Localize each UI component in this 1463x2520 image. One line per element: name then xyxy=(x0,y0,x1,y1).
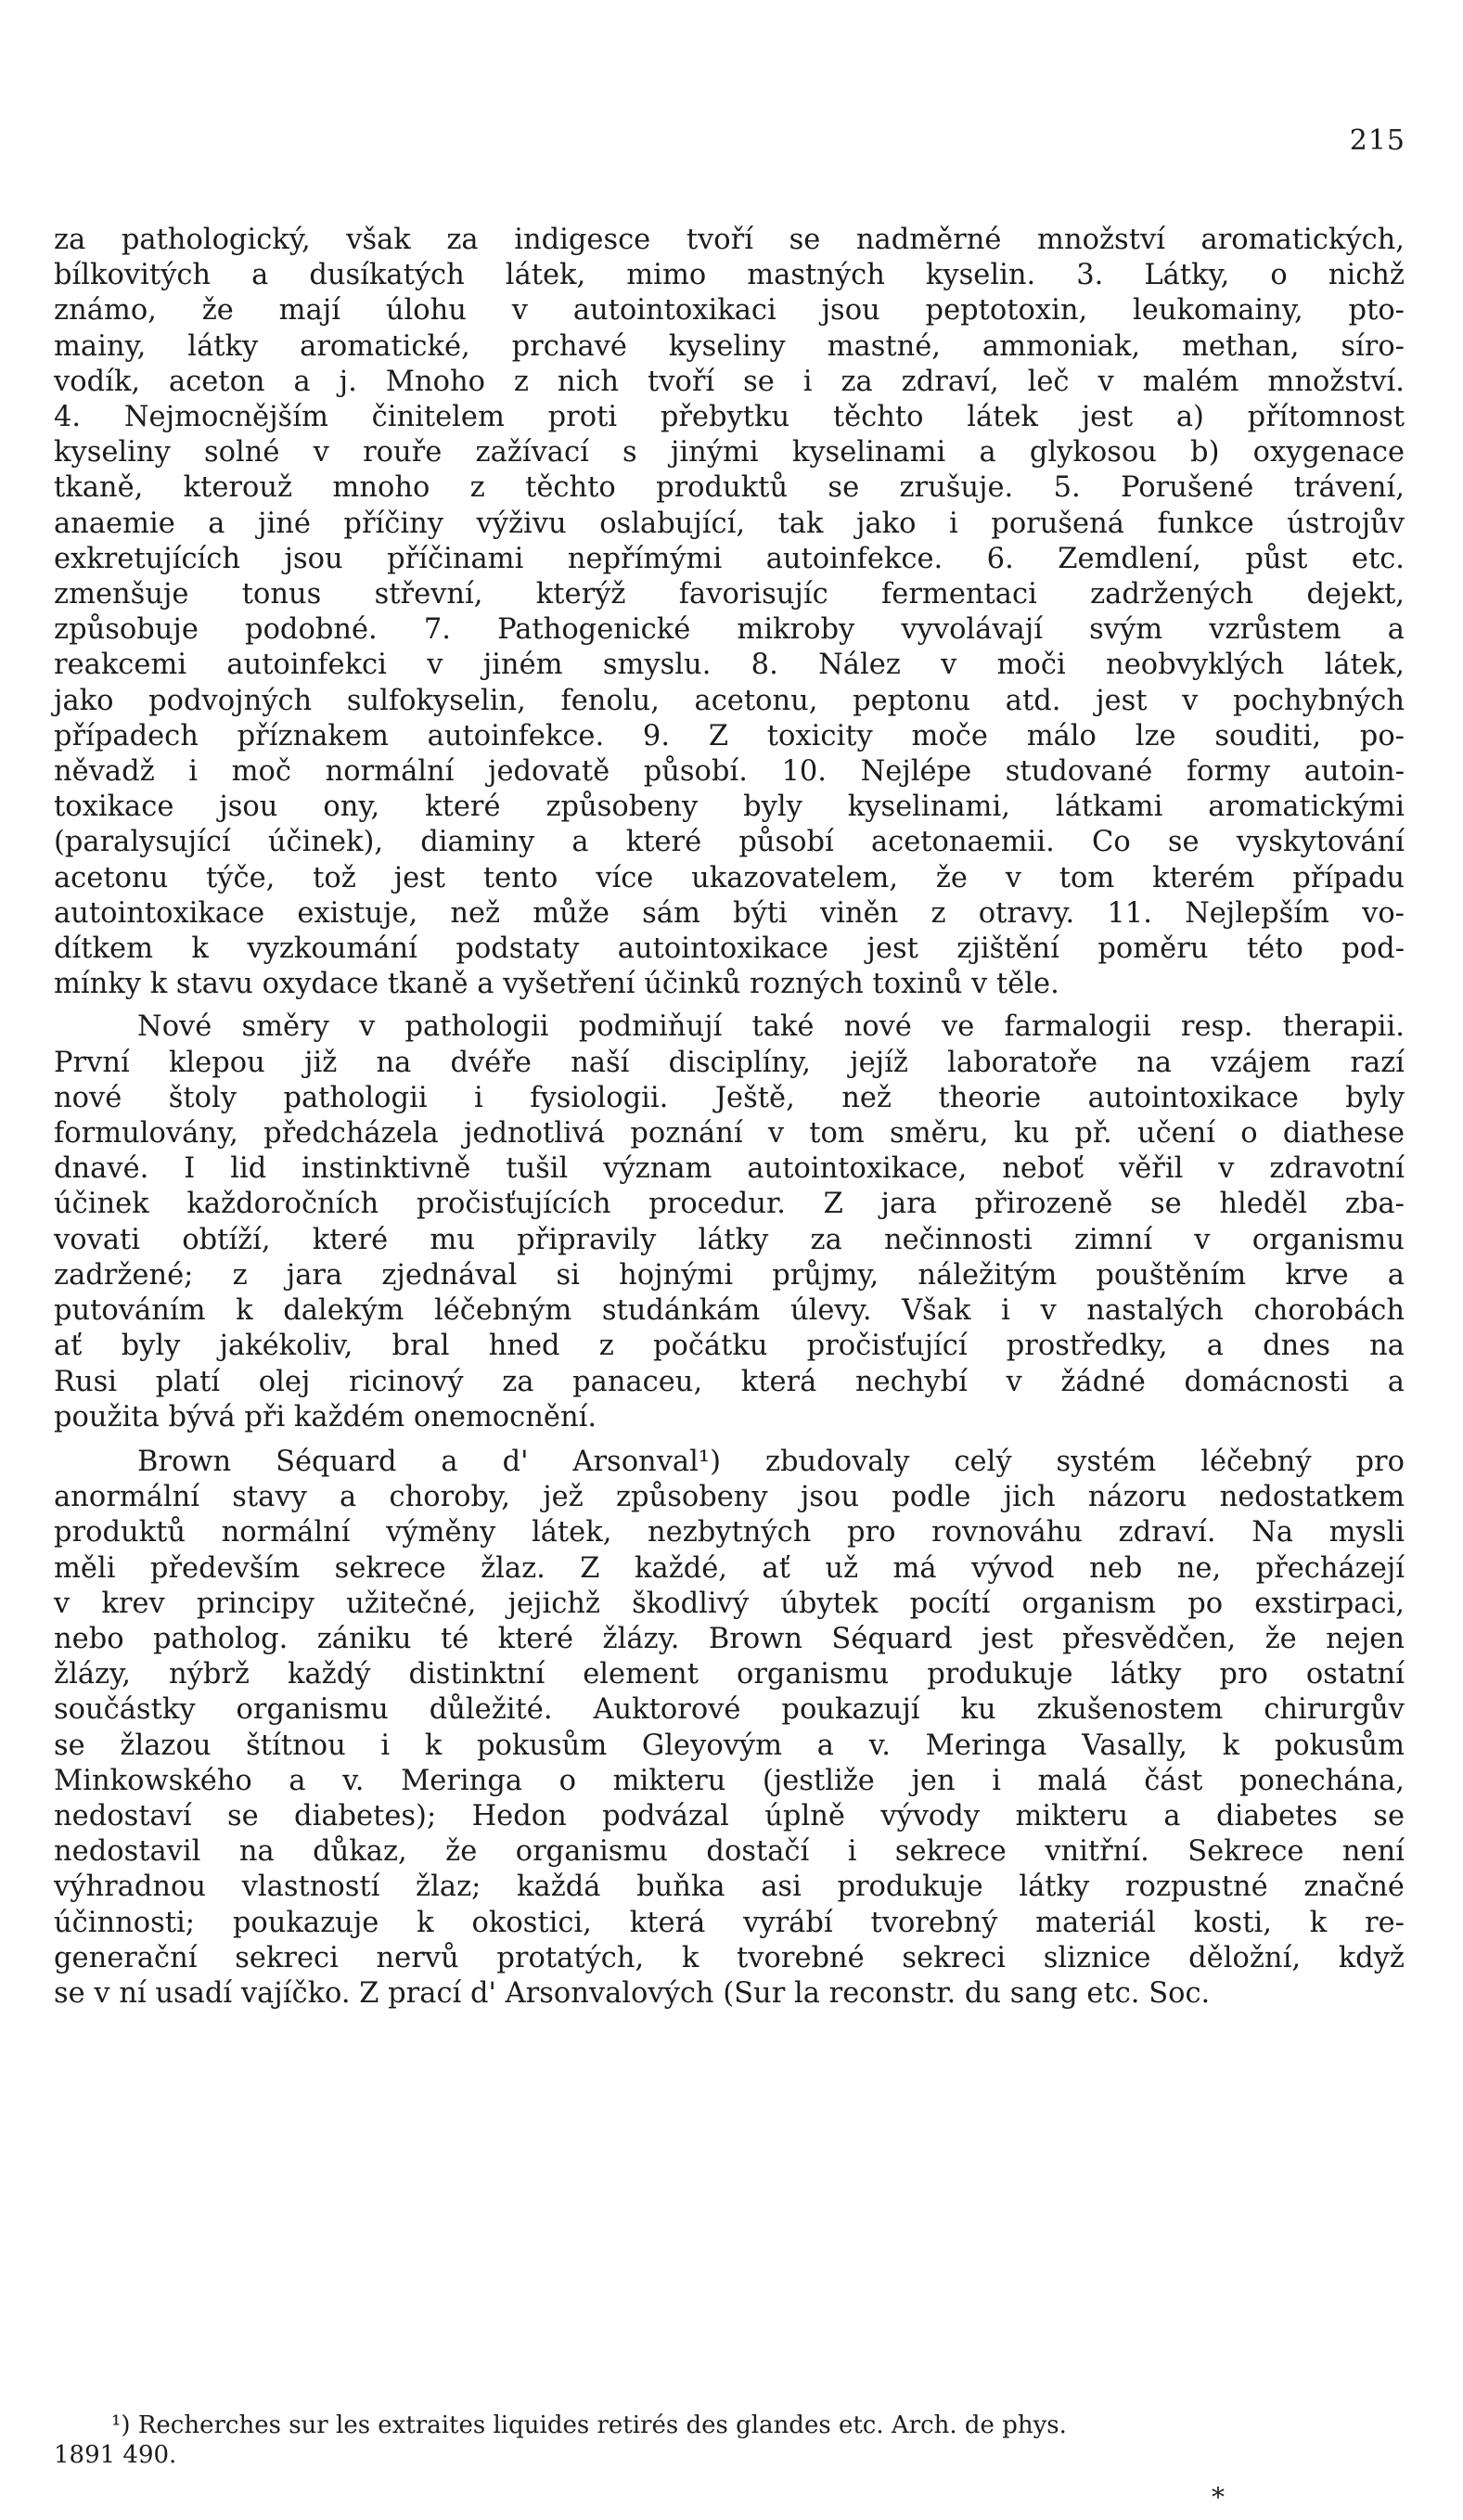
text-line: účinek každoročních pročisťujících procedur. Z jara přirozeně se hleděl zba- xyxy=(54,1188,1405,1221)
text-line: jako podvojných sulfokyselin, fenolu, acetonu, peptonu atd. jest v pochybných xyxy=(54,684,1405,717)
signature-mark: * xyxy=(1212,2482,1225,2513)
text-line: mainy, látky aromatické, prchavé kyseliny mastné, ammoniak, methan, síro- xyxy=(54,329,1405,363)
text-line: produktů normální výměny látek, nezbytných pro rovnováhu zdraví. Na mysli xyxy=(54,1516,1405,1549)
text-line: exkretujících jsou příčinami nepřímými autoinfekce. 6. Zemdlení, půst etc. xyxy=(54,542,1405,575)
text-line: Nové směry v pathologii podmiňují také nové ve farmalogii resp. therapii. xyxy=(137,1010,1405,1044)
text-line: putováním k dalekým léčebným studánkám úlevy. Však i v nastalých chorobách xyxy=(54,1294,1405,1328)
text-line: se v ní usadí vajíčko. Z prací d' Arsonvalových (Sur la reconstr. du sang etc. Soc. xyxy=(54,1976,1211,2010)
text-line: První klepou již na dvéře naší disciplíny, jejíž laboratoře na vzájem razí xyxy=(54,1046,1405,1079)
paragraph-2 xyxy=(54,1009,1405,1434)
text-line: se žlazou štítnou i k pokusům Gleyovým a v. Meringa Vasally, k pokusům xyxy=(54,1729,1405,1762)
text-line: bílkovitých a dusíkatých látek, mimo mastných kyselin. 3. Látky, o nichž xyxy=(54,259,1405,292)
text-line: mínky k stavu oxydace tkaně a vyšetření účinků rozných toxinů v těle. xyxy=(54,968,1059,1001)
body-text xyxy=(54,223,1405,2012)
text-line: případech příznakem autoinfekce. 9. Z toxicity moče málo lze souditi, po- xyxy=(54,719,1405,752)
text-line: nedostaví se diabetes); Hedon podvázal úplně vývody mikteru a diabetes se xyxy=(54,1799,1405,1832)
text-line: Rusi platí olej ricinový za panaceu, která nechybí v žádné domácnosti a xyxy=(54,1365,1405,1398)
footnote-line-1: ¹) Recherches sur les extraites liquides retirés des glandes etc. Arch. de phys. xyxy=(111,2411,1067,2439)
text-line: generační sekreci nervů protatých, k tvorebné sekreci sliznice děložní, když xyxy=(54,1941,1405,1974)
text-line: použita bývá při každém onemocnění. xyxy=(54,1400,597,1434)
page-number: 215 xyxy=(1349,124,1405,157)
text-line: nedostavil na důkaz, že organismu dostačí i sekrece vnitřní. Sekrece není xyxy=(54,1835,1405,1869)
text-line: nové štoly pathologii i fysiologii. Ještě, než theorie autointoxikace byly xyxy=(54,1081,1405,1114)
text-line: acetonu týče, tož jest tento více ukazovatelem, že v tom kterém případu xyxy=(54,861,1405,894)
text-line: součástky organismu důležité. Auktorové poukazují ku zkušenostem chirurgův xyxy=(54,1693,1405,1727)
text-line: způsobuje podobné. 7. Pathogenické mikroby vyvolávají svým vzrůstem a xyxy=(54,613,1405,647)
text-line: výhradnou vlastností žlaz; každá buňka asi produkuje látky rozpustné značné xyxy=(54,1871,1405,1904)
text-line: 4. Nejmocnějším činitelem proti přebytku těchto látek jest a) přítomnost xyxy=(54,401,1405,434)
footnote-line-2: 1891 490. xyxy=(54,2441,177,2469)
text-line: Minkowského a v. Meringa o mikteru (jestliže jen i malá část ponechána, xyxy=(54,1764,1405,1797)
text-line: ať byly jakékoliv, bral hned z počátku pročisťující prostředky, a dnes na xyxy=(54,1330,1405,1363)
text-line: měli především sekrece žlaz. Z každé, ať už má vývod neb ne, přecházejí xyxy=(54,1551,1405,1585)
text-line: kyseliny solné v rouře zažívací s jinými kyselinami a glykosou b) oxygenace xyxy=(54,436,1405,469)
text-line: účinnosti; poukazuje k okostici, která vyrábí tvorebný materiál kosti, k re- xyxy=(54,1906,1405,1939)
text-line: tkaně, kterouž mnoho z těchto produktů se zrušuje. 5. Porušené trávení, xyxy=(54,471,1405,505)
footnote xyxy=(54,2411,1405,2470)
text-line: nebo patholog. zániku té které žlázy. Brown Séquard jest přesvědčen, že nejen xyxy=(54,1622,1405,1655)
text-line: něvadž i moč normální jedovatě působí. 10. Nejlépe studované formy autoin- xyxy=(54,755,1405,789)
text-line: žlázy, nýbrž každý distinktní element organismu produkuje látky pro ostatní xyxy=(54,1658,1405,1691)
text-line: autointoxikace existuje, než může sám býti viněn z otravy. 11. Nejlepším vo- xyxy=(54,896,1405,930)
text-line: Brown Séquard a d' Arsonval¹) zbudovaly celý systém léčebný pro xyxy=(137,1445,1405,1478)
text-line: zmenšuje tonus střevní, kterýž favorisujíc fermentaci zadržených dejekt, xyxy=(54,578,1405,611)
text-line: zadržené; z jara zjednával si hojnými průjmy, náležitým pouštěním krve a xyxy=(54,1258,1405,1292)
text-line: vovati obtíží, které mu připravily látky za nečinnosti zimní v organismu xyxy=(54,1223,1405,1256)
text-line: toxikace jsou ony, které způsobeny byly kyselinami, látkami aromatickými xyxy=(54,791,1405,824)
paragraph-1 xyxy=(54,223,1405,1002)
text-line: známo, že mají úlohu v autointoxikaci jsou peptotoxin, leukomainy, pto- xyxy=(54,294,1405,328)
text-line: anaemie a jiné příčiny výživu oslabující, tak jako i porušená funkce ústrojův xyxy=(54,507,1405,540)
text-line: reakcemi autoinfekci v jiném smyslu. 8. Nález v moči neobvyklých látek, xyxy=(54,649,1405,682)
text-line: za pathologický, však za indigesce tvoří se nadměrné množství aromatických, xyxy=(54,224,1405,256)
text-line: anormální stavy a choroby, jež způsobeny jsou podle jich názoru nedostatkem xyxy=(54,1481,1405,1514)
text-line: vodík, aceton a j. Mnoho z nich tvoří se i za zdraví, leč v malém množství. xyxy=(54,365,1405,398)
text-line: (paralysující účinek), diaminy a které působí acetonaemii. Co se vyskytování xyxy=(54,826,1405,859)
text-line: v krev principy užitečné, jejichž škodlivý úbytek pocítí organism po exstirpaci, xyxy=(54,1587,1405,1620)
paragraph-3 xyxy=(54,1445,1405,2012)
text-line: formulovány, předcházela jednotlivá poznání v tom směru, ku př. učení o diathese xyxy=(54,1117,1405,1151)
text-line: dnavé. I lid instinktivně tušil význam autointoxikace, neboť věřil v zdravotní xyxy=(54,1152,1405,1186)
text-line: dítkem k vyzkoumání podstaty autointoxikace jest zjištění poměru této pod- xyxy=(54,932,1405,966)
